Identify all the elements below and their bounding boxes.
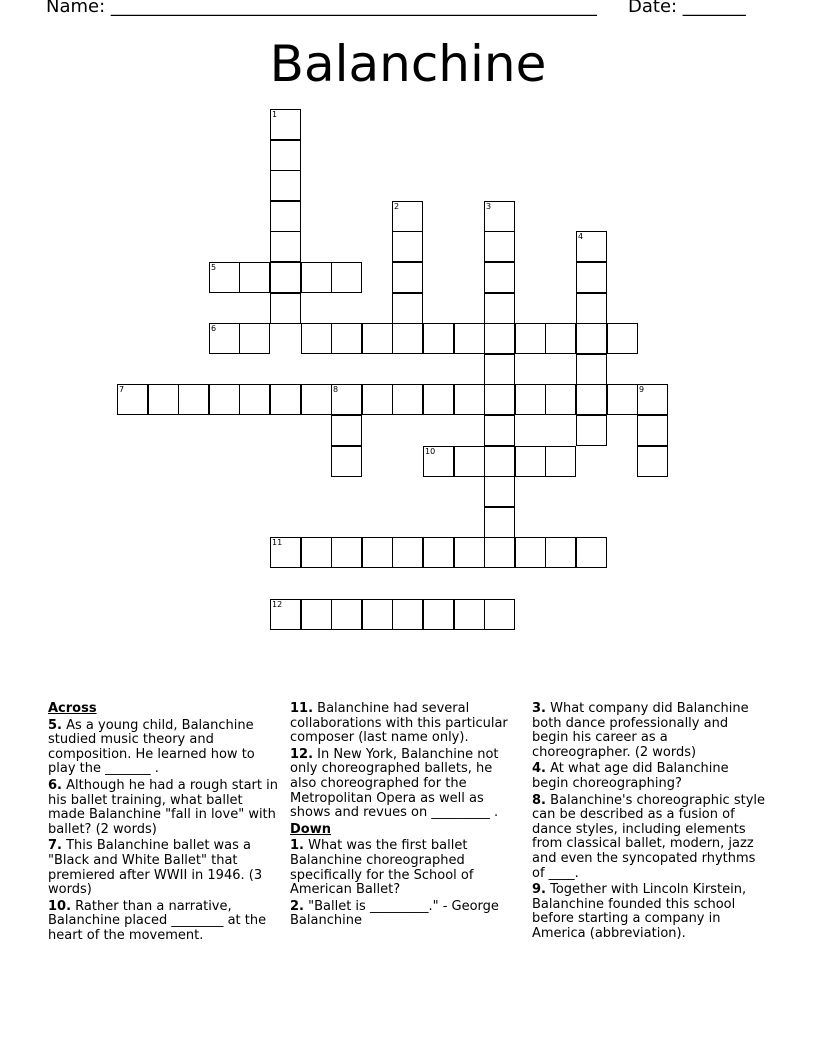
date-field[interactable]: Date: _______: [628, 0, 746, 17]
clue-text: Balanchine's choreographic style can be described as a fusion of dance styles, including elements from classical ballet, modern, jazz and even the syncopated rhythms of ____.: [532, 792, 766, 881]
grid-cell[interactable]: [423, 537, 454, 568]
down-heading: Down: [290, 821, 331, 837]
grid-cell[interactable]: [148, 384, 179, 415]
grid-cell[interactable]: [484, 476, 515, 507]
grid-cell[interactable]: [392, 293, 423, 324]
grid-cell[interactable]: [484, 293, 515, 324]
grid-cell[interactable]: [392, 231, 423, 262]
cell-number: 12: [272, 600, 283, 609]
grid-cell[interactable]: [270, 262, 301, 293]
grid-cell[interactable]: [576, 262, 607, 293]
across-clue-5: [48, 719, 280, 777]
grid-cell[interactable]: [484, 201, 515, 232]
grid-cell[interactable]: [362, 599, 393, 630]
grid-cell[interactable]: [454, 384, 485, 415]
clue-number: 4.: [532, 761, 546, 777]
grid-cell[interactable]: [331, 323, 362, 354]
down-clue-4: [532, 762, 768, 791]
across-clue-12: [290, 748, 520, 821]
grid-cell[interactable]: [515, 384, 546, 415]
clue-text: Balanchine had several collaborations with this particular composer (last name only).: [290, 701, 508, 746]
grid-cell[interactable]: [423, 384, 454, 415]
down-clue-9: [532, 883, 768, 941]
across-clue-6: [48, 779, 280, 837]
grid-cell[interactable]: [392, 599, 423, 630]
grid-cell[interactable]: [331, 599, 362, 630]
grid-cell[interactable]: [545, 446, 576, 477]
grid-cell[interactable]: [484, 415, 515, 446]
grid-cell[interactable]: [392, 384, 423, 415]
grid-cell[interactable]: [576, 354, 607, 385]
grid-cell[interactable]: [607, 323, 638, 354]
grid-cell[interactable]: [484, 446, 515, 477]
grid-cell[interactable]: [270, 170, 301, 201]
clue-text: In New York, Balanchine not only choreographed ballets, he also choreographed for the Metropolitan Opera as well as shows and revues on _________ .: [290, 746, 499, 821]
grid-cell[interactable]: [576, 231, 607, 262]
grid-cell[interactable]: [637, 446, 668, 477]
down-clue-8: [532, 794, 768, 882]
grid-cell[interactable]: [331, 415, 362, 446]
grid-cell[interactable]: [392, 262, 423, 293]
grid-cell[interactable]: [423, 599, 454, 630]
grid-cell[interactable]: [484, 231, 515, 262]
grid-cell[interactable]: [484, 354, 515, 385]
grid-cell[interactable]: [239, 323, 270, 354]
grid-cell[interactable]: [301, 599, 332, 630]
clues-column-2: [290, 700, 520, 929]
grid-cell[interactable]: [270, 201, 301, 232]
across-clue-11: [290, 702, 520, 746]
grid-cell[interactable]: [331, 446, 362, 477]
grid-cell[interactable]: [209, 384, 240, 415]
grid-cell[interactable]: [209, 262, 240, 293]
cell-number: 11: [272, 538, 283, 547]
cell-number: 8: [333, 385, 339, 394]
clue-number: 2.: [290, 898, 304, 914]
clue-number: 7.: [48, 838, 62, 854]
grid-cell[interactable]: [270, 293, 301, 324]
grid-cell[interactable]: [576, 323, 607, 354]
clue-text: What was the first ballet Balanchine choreographed specifically for the School of American Ballet?: [290, 838, 474, 898]
clue-number: 1.: [290, 838, 304, 854]
grid-cell[interactable]: [392, 323, 423, 354]
clue-text: As a young child, Balanchine studied music theory and composition. He learned how to play the _______ .: [48, 717, 255, 777]
grid-cell[interactable]: [178, 384, 209, 415]
clue-text: What company did Balanchine both dance professionally and begin his career as a choreographer. (2 words): [532, 701, 749, 760]
clues-column-1: [48, 700, 280, 944]
grid-cell[interactable]: [637, 384, 668, 415]
grid-cell[interactable]: [454, 537, 485, 568]
grid-cell[interactable]: [484, 262, 515, 293]
cell-number: 4: [578, 232, 584, 241]
grid-cell[interactable]: [637, 415, 668, 446]
grid-cell[interactable]: [301, 262, 332, 293]
grid-cell[interactable]: [576, 537, 607, 568]
cell-number: 10: [425, 447, 436, 456]
grid-cell[interactable]: [392, 201, 423, 232]
grid-cell[interactable]: [454, 446, 485, 477]
grid-cell[interactable]: [607, 384, 638, 415]
grid-cell[interactable]: [545, 537, 576, 568]
grid-cell[interactable]: [484, 323, 515, 354]
clue-text: "Ballet is _________." - George Balanchine: [290, 898, 499, 929]
grid-cell[interactable]: [362, 384, 393, 415]
grid-cell[interactable]: [392, 537, 423, 568]
clue-text: Rather than a narrative, Balanchine placed ________ at the heart of the movement.: [48, 898, 267, 943]
across-clue-10: [48, 900, 280, 944]
grid-cell[interactable]: [239, 384, 270, 415]
grid-cell[interactable]: [301, 323, 332, 354]
grid-cell[interactable]: [484, 537, 515, 568]
clue-text: Although he had a rough start in his ballet training, what ballet made Balanchine "fall in love" with ballet? (2 words): [48, 777, 278, 837]
across-clue-7: [48, 839, 280, 897]
cell-number: 1: [272, 110, 278, 119]
cell-number: 5: [211, 263, 217, 272]
grid-cell[interactable]: [576, 415, 607, 446]
down-clue-2: [290, 900, 520, 929]
grid-cell[interactable]: [270, 109, 301, 140]
clue-number: 10.: [48, 898, 72, 914]
grid-cell[interactable]: [117, 384, 148, 415]
grid-cell[interactable]: [576, 384, 607, 415]
clue-number: 9.: [532, 882, 546, 898]
down-clue-3: [532, 702, 768, 760]
grid-cell[interactable]: [270, 231, 301, 262]
grid-cell[interactable]: [484, 384, 515, 415]
clue-number: 5.: [48, 717, 62, 733]
clue-text: At what age did Balanchine begin choreographing?: [532, 761, 729, 791]
grid-cell[interactable]: [331, 537, 362, 568]
grid-cell[interactable]: [301, 384, 332, 415]
clue-number: 8.: [532, 792, 546, 808]
grid-cell[interactable]: [209, 323, 240, 354]
cell-number: 2: [394, 202, 400, 211]
grid-cell[interactable]: [270, 140, 301, 171]
clue-text: Together with Lincoln Kirstein, Balanchine founded this school before starting a company in America (abbreviation).: [532, 882, 747, 941]
grid-cell[interactable]: [454, 599, 485, 630]
grid-cell[interactable]: [484, 507, 515, 538]
grid-cell[interactable]: [515, 446, 546, 477]
grid-cell[interactable]: [362, 537, 393, 568]
clue-number: 3.: [532, 701, 546, 716]
grid-cell[interactable]: [545, 323, 576, 354]
grid-cell[interactable]: [484, 599, 515, 630]
cell-number: 6: [211, 324, 217, 333]
grid-cell[interactable]: [515, 537, 546, 568]
clue-number: 6.: [48, 777, 62, 793]
cell-number: 7: [119, 385, 125, 394]
page-title: Balanchine: [269, 35, 547, 93]
across-heading: Across: [48, 701, 97, 716]
clues-column-3: [532, 700, 768, 942]
grid-cell[interactable]: [423, 323, 454, 354]
grid-cell[interactable]: [301, 537, 332, 568]
clue-number: 11.: [290, 701, 314, 716]
grid-cell[interactable]: [515, 323, 546, 354]
cell-number: 9: [639, 385, 645, 394]
clue-text: This Balanchine ballet was a "Black and White Ballet" that premiered after WWII in 1946. (3 words): [48, 838, 263, 898]
grid-cell[interactable]: [545, 384, 576, 415]
grid-cell[interactable]: [576, 293, 607, 324]
grid-cell[interactable]: [331, 262, 362, 293]
cell-number: 3: [486, 202, 492, 211]
grid-cell[interactable]: [239, 262, 270, 293]
grid-cell[interactable]: [454, 323, 485, 354]
grid-cell[interactable]: [423, 446, 454, 477]
grid-cell[interactable]: [362, 323, 393, 354]
name-field[interactable]: Name: ______________________________________________________: [46, 0, 597, 17]
grid-cell[interactable]: [331, 384, 362, 415]
grid-cell[interactable]: [270, 384, 301, 415]
down-clue-1: [290, 839, 520, 897]
grid-cell[interactable]: [270, 537, 301, 568]
clue-number: 12.: [290, 746, 314, 762]
grid-cell[interactable]: [270, 599, 301, 630]
